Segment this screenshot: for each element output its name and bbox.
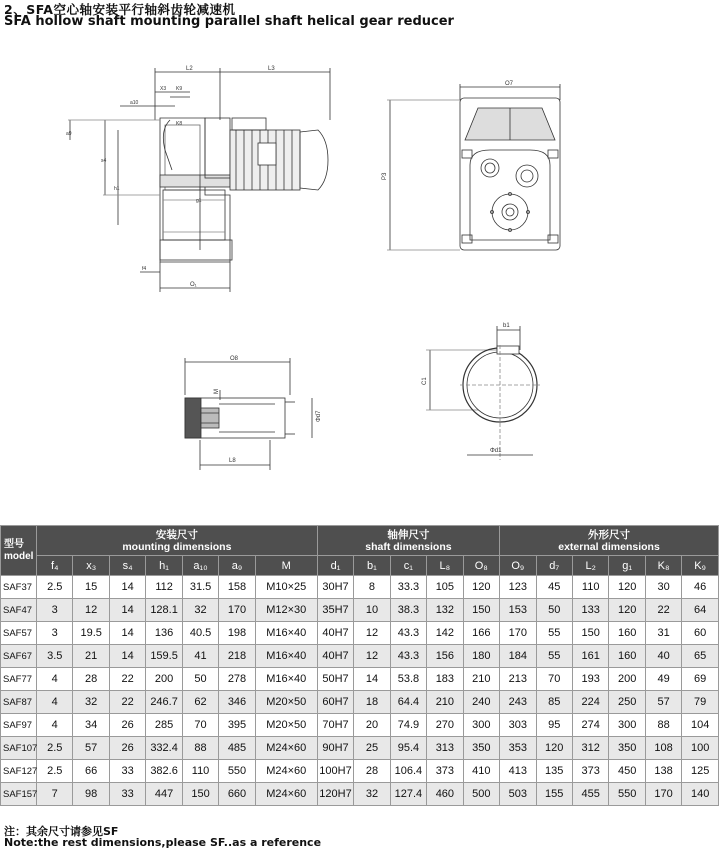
model-cell: SAF57 [1, 622, 37, 645]
page-title-en: SFA hollow shaft mounting parallel shaft helical gear reducer [4, 14, 454, 29]
dim-label-O7: O7 [505, 81, 514, 87]
table-cell: 346 [219, 691, 255, 714]
model-cell: SAF67 [1, 645, 37, 668]
model-header: 型号 model [1, 526, 37, 576]
table-row [1, 714, 719, 737]
table-cell: 155 [536, 783, 572, 806]
table-cell: 274 [572, 714, 608, 737]
dim-label-a10: a10 [130, 100, 139, 106]
table-cell: 40 [645, 645, 681, 668]
table-cell: 250 [609, 691, 645, 714]
table-cell: 26 [109, 714, 145, 737]
table-cell: 15 [73, 576, 109, 599]
table-cell: 485 [219, 737, 255, 760]
table-cell: 25 [354, 737, 390, 760]
table-cell: 8 [354, 576, 390, 599]
table-cell: 170 [219, 599, 255, 622]
table-cell: M24×60 [255, 783, 317, 806]
table-cell: M24×60 [255, 760, 317, 783]
table-cell: 22 [645, 599, 681, 622]
table-cell: 55 [536, 622, 572, 645]
dim-label-L3: L3 [268, 66, 275, 72]
table-cell: 246.7 [146, 691, 182, 714]
table-cell: 373 [572, 760, 608, 783]
page-title-cn: 2、SFA空心轴安装平行轴斜齿轮减速机 [4, 2, 236, 17]
table-cell: 127.4 [390, 783, 426, 806]
table-cell: 32 [354, 783, 390, 806]
table-cell: 95 [536, 714, 572, 737]
table-cell: 62 [182, 691, 218, 714]
table-cell: 300 [609, 714, 645, 737]
table-cell: 22 [109, 668, 145, 691]
table-cell: 136 [146, 622, 182, 645]
table-row [1, 599, 719, 622]
table-cell: 240 [463, 691, 499, 714]
table-cell: 160 [609, 622, 645, 645]
column-header: f₄ [37, 556, 73, 576]
table-cell: 14 [109, 576, 145, 599]
table-cell: 413 [500, 760, 536, 783]
table-cell: 49 [645, 668, 681, 691]
dim-label-b1: b1 [503, 323, 510, 329]
column-header: L₈ [427, 556, 463, 576]
table-cell: 53.8 [390, 668, 426, 691]
table-row [1, 576, 719, 599]
table-cell: 41 [182, 645, 218, 668]
column-header: L₂ [572, 556, 608, 576]
dim-label-d7: Φd7 [316, 410, 322, 422]
table-cell: 156 [427, 645, 463, 668]
shaft-section-drawing [185, 358, 312, 470]
dim-label-K9: K9 [176, 86, 183, 92]
table-cell: 382.6 [146, 760, 182, 783]
table-cell: 100 [682, 737, 719, 760]
table-cell: 395 [219, 714, 255, 737]
side-view-drawing [68, 68, 330, 292]
table-cell: 104 [682, 714, 719, 737]
table-cell: 450 [609, 760, 645, 783]
table-cell: 4 [37, 714, 73, 737]
column-header: g₁ [609, 556, 645, 576]
column-header: s₄ [109, 556, 145, 576]
table-cell: 150 [463, 599, 499, 622]
model-cell: SAF127 [1, 760, 37, 783]
table-cell: 350 [463, 737, 499, 760]
table-cell: 180 [463, 645, 499, 668]
table-cell: 7 [37, 783, 73, 806]
table-cell: 183 [427, 668, 463, 691]
dim-label-L2: L2 [186, 66, 193, 72]
table-cell: 108 [645, 737, 681, 760]
table-cell: M20×50 [255, 691, 317, 714]
table-row [1, 645, 719, 668]
table-cell: 18 [354, 691, 390, 714]
table-row [1, 737, 719, 760]
table-cell: 184 [500, 645, 536, 668]
table-cell: 105 [427, 576, 463, 599]
table-cell: 213 [500, 668, 536, 691]
table-cell: 4 [37, 668, 73, 691]
table-cell: 28 [73, 668, 109, 691]
table-cell: 26 [109, 737, 145, 760]
column-header: d₁ [317, 556, 353, 576]
table-cell: 64.4 [390, 691, 426, 714]
table-cell: 159.5 [146, 645, 182, 668]
table-cell: 20 [354, 714, 390, 737]
table-cell: 66 [73, 760, 109, 783]
keyway-section-drawing [426, 326, 540, 460]
front-view-drawing [387, 84, 560, 250]
column-header: d₇ [536, 556, 572, 576]
table-cell: 210 [463, 668, 499, 691]
table-cell: 22 [109, 691, 145, 714]
table-cell: 353 [500, 737, 536, 760]
table-cell: 55 [536, 645, 572, 668]
note-en: Note:the rest dimensions,please SF..as a reference [4, 836, 322, 849]
table-row [1, 622, 719, 645]
table-cell: 218 [219, 645, 255, 668]
dim-label-L8: L8 [229, 458, 236, 464]
dim-label-h1: h1 [114, 186, 120, 192]
table-cell: 550 [609, 783, 645, 806]
table-cell: 12 [354, 622, 390, 645]
table-cell: 95.4 [390, 737, 426, 760]
table-cell: 14 [109, 599, 145, 622]
table-cell: M16×40 [255, 668, 317, 691]
table-cell: M16×40 [255, 622, 317, 645]
dim-label-P3: P3 [382, 172, 388, 180]
table-cell: 278 [219, 668, 255, 691]
table-cell: 32 [182, 599, 218, 622]
table-cell: 200 [609, 668, 645, 691]
table-cell: 138 [645, 760, 681, 783]
table-cell: 21 [73, 645, 109, 668]
table-cell: 128.1 [146, 599, 182, 622]
table-cell: 65 [682, 645, 719, 668]
table-row [1, 668, 719, 691]
column-header: O₈ [463, 556, 499, 576]
table-cell: 210 [427, 691, 463, 714]
table-cell: 40H7 [317, 622, 353, 645]
table-cell: 28 [354, 760, 390, 783]
table-cell: 142 [427, 622, 463, 645]
group-header-shaft: 轴伸尺寸 shaft dimensions [317, 526, 499, 556]
table-cell: 500 [463, 783, 499, 806]
table-cell: 150 [182, 783, 218, 806]
table-cell: 34 [73, 714, 109, 737]
table-cell: 31.5 [182, 576, 218, 599]
dim-label-X3: X3 [160, 86, 167, 92]
model-cell: SAF157 [1, 783, 37, 806]
dim-label-O8: O8 [230, 356, 239, 362]
table-cell: 35H7 [317, 599, 353, 622]
table-cell: 153 [500, 599, 536, 622]
table-cell: 133 [572, 599, 608, 622]
table-cell: 110 [182, 760, 218, 783]
table-cell: 410 [463, 760, 499, 783]
table-cell: 74.9 [390, 714, 426, 737]
table-cell: 198 [219, 622, 255, 645]
column-header: K₈ [645, 556, 681, 576]
table-cell: M12×30 [255, 599, 317, 622]
table-cell: 120 [463, 576, 499, 599]
table-cell: 455 [572, 783, 608, 806]
column-header: h₁ [146, 556, 182, 576]
table-cell: 125 [682, 760, 719, 783]
table-cell: 120 [609, 599, 645, 622]
dimensions-table [0, 525, 719, 806]
table-cell: 40.5 [182, 622, 218, 645]
model-cell: SAF47 [1, 599, 37, 622]
model-cell: SAF37 [1, 576, 37, 599]
table-cell: 350 [609, 737, 645, 760]
dim-label-f4: f4 [142, 266, 147, 272]
table-cell: 2.5 [37, 737, 73, 760]
table-cell: 660 [219, 783, 255, 806]
table-cell: 33 [109, 760, 145, 783]
table-cell: 123 [500, 576, 536, 599]
table-cell: 285 [146, 714, 182, 737]
table-cell: 300 [463, 714, 499, 737]
dim-label-O1: O₁ [190, 282, 197, 288]
table-cell: 90H7 [317, 737, 353, 760]
table-cell: 132 [427, 599, 463, 622]
table-cell: 373 [427, 760, 463, 783]
table-cell: 10 [354, 599, 390, 622]
table-cell: 135 [536, 760, 572, 783]
table-cell: 60H7 [317, 691, 353, 714]
table-cell: 100H7 [317, 760, 353, 783]
table-cell: 2.5 [37, 760, 73, 783]
table-cell: 332.4 [146, 737, 182, 760]
column-header: b₁ [354, 556, 390, 576]
table-cell: 106.4 [390, 760, 426, 783]
note-cn: 注：其余尺寸请参见SF [4, 825, 119, 838]
table-cell: 120H7 [317, 783, 353, 806]
table-cell: 79 [682, 691, 719, 714]
table-cell: 110 [572, 576, 608, 599]
dim-label-s4: s4 [101, 158, 107, 164]
dim-label-M: M [214, 389, 220, 394]
table-cell: 69 [682, 668, 719, 691]
table-cell: 170 [500, 622, 536, 645]
column-header: K₉ [682, 556, 719, 576]
model-cell: SAF87 [1, 691, 37, 714]
table-cell: 161 [572, 645, 608, 668]
table-cell: 447 [146, 783, 182, 806]
table-cell: 19.5 [73, 622, 109, 645]
table-cell: 88 [645, 714, 681, 737]
table-cell: 50 [182, 668, 218, 691]
table-cell: 14 [109, 645, 145, 668]
table-cell: 85 [536, 691, 572, 714]
table-cell: 40H7 [317, 645, 353, 668]
table-cell: 30 [645, 576, 681, 599]
table-row [1, 691, 719, 714]
table-cell: M16×40 [255, 645, 317, 668]
table-cell: 112 [146, 576, 182, 599]
table-cell: 303 [500, 714, 536, 737]
table-cell: 3 [37, 599, 73, 622]
table-cell: 224 [572, 691, 608, 714]
table-cell: 38.3 [390, 599, 426, 622]
model-cell: SAF107 [1, 737, 37, 760]
table-cell: 3.5 [37, 645, 73, 668]
table-cell: 312 [572, 737, 608, 760]
model-cell: SAF77 [1, 668, 37, 691]
table-cell: 30H7 [317, 576, 353, 599]
table-cell: 45 [536, 576, 572, 599]
column-header: a₉ [219, 556, 255, 576]
table-cell: 88 [182, 737, 218, 760]
table-cell: 70 [536, 668, 572, 691]
table-cell: 503 [500, 783, 536, 806]
table-cell: 46 [682, 576, 719, 599]
table-cell: 43.3 [390, 622, 426, 645]
table-cell: 313 [427, 737, 463, 760]
table-cell: 43.3 [390, 645, 426, 668]
model-cell: SAF97 [1, 714, 37, 737]
dim-label-K8: K8 [176, 121, 183, 127]
dim-label-a9: a9 [66, 131, 72, 137]
table-cell: 14 [109, 622, 145, 645]
table-cell: 170 [645, 783, 681, 806]
table-cell: 14 [354, 668, 390, 691]
column-header: O₉ [500, 556, 536, 576]
dim-label-C1: C1 [422, 377, 428, 385]
column-header: x₃ [73, 556, 109, 576]
table-cell: 64 [682, 599, 719, 622]
table-cell: 120 [609, 576, 645, 599]
table-cell: 98 [73, 783, 109, 806]
table-cell: 140 [682, 783, 719, 806]
table-cell: 12 [354, 645, 390, 668]
table-cell: 70H7 [317, 714, 353, 737]
group-header-mounting: 安装尺寸 mounting dimensions [37, 526, 318, 556]
dim-label-g1: g1 [196, 198, 202, 204]
column-header: c₁ [390, 556, 426, 576]
table-cell: 31 [645, 622, 681, 645]
table-cell: 158 [219, 576, 255, 599]
table-cell: M24×60 [255, 737, 317, 760]
table-row [1, 760, 719, 783]
table-cell: 200 [146, 668, 182, 691]
table-cell: 33.3 [390, 576, 426, 599]
table-cell: 166 [463, 622, 499, 645]
group-header-external: 外形尺寸 external dimensions [500, 526, 719, 556]
table-cell: 4 [37, 691, 73, 714]
table-cell: 50 [536, 599, 572, 622]
column-header: M [255, 556, 317, 576]
table-cell: 50H7 [317, 668, 353, 691]
table-cell: 33 [109, 783, 145, 806]
table-cell: M20×50 [255, 714, 317, 737]
table-cell: 150 [572, 622, 608, 645]
table-cell: 460 [427, 783, 463, 806]
table-cell: 60 [682, 622, 719, 645]
table-cell: 70 [182, 714, 218, 737]
table-cell: M10×25 [255, 576, 317, 599]
column-header: a₁₀ [182, 556, 218, 576]
dim-label-d1: Φd1 [490, 448, 502, 454]
table-cell: 3 [37, 622, 73, 645]
table-cell: 32 [73, 691, 109, 714]
table-cell: 120 [536, 737, 572, 760]
table-cell: 243 [500, 691, 536, 714]
table-cell: 57 [645, 691, 681, 714]
table-row [1, 783, 719, 806]
table-cell: 57 [73, 737, 109, 760]
table-cell: 12 [73, 599, 109, 622]
table-cell: 270 [427, 714, 463, 737]
table-cell: 2.5 [37, 576, 73, 599]
table-cell: 160 [609, 645, 645, 668]
table-cell: 193 [572, 668, 608, 691]
table-cell: 550 [219, 760, 255, 783]
